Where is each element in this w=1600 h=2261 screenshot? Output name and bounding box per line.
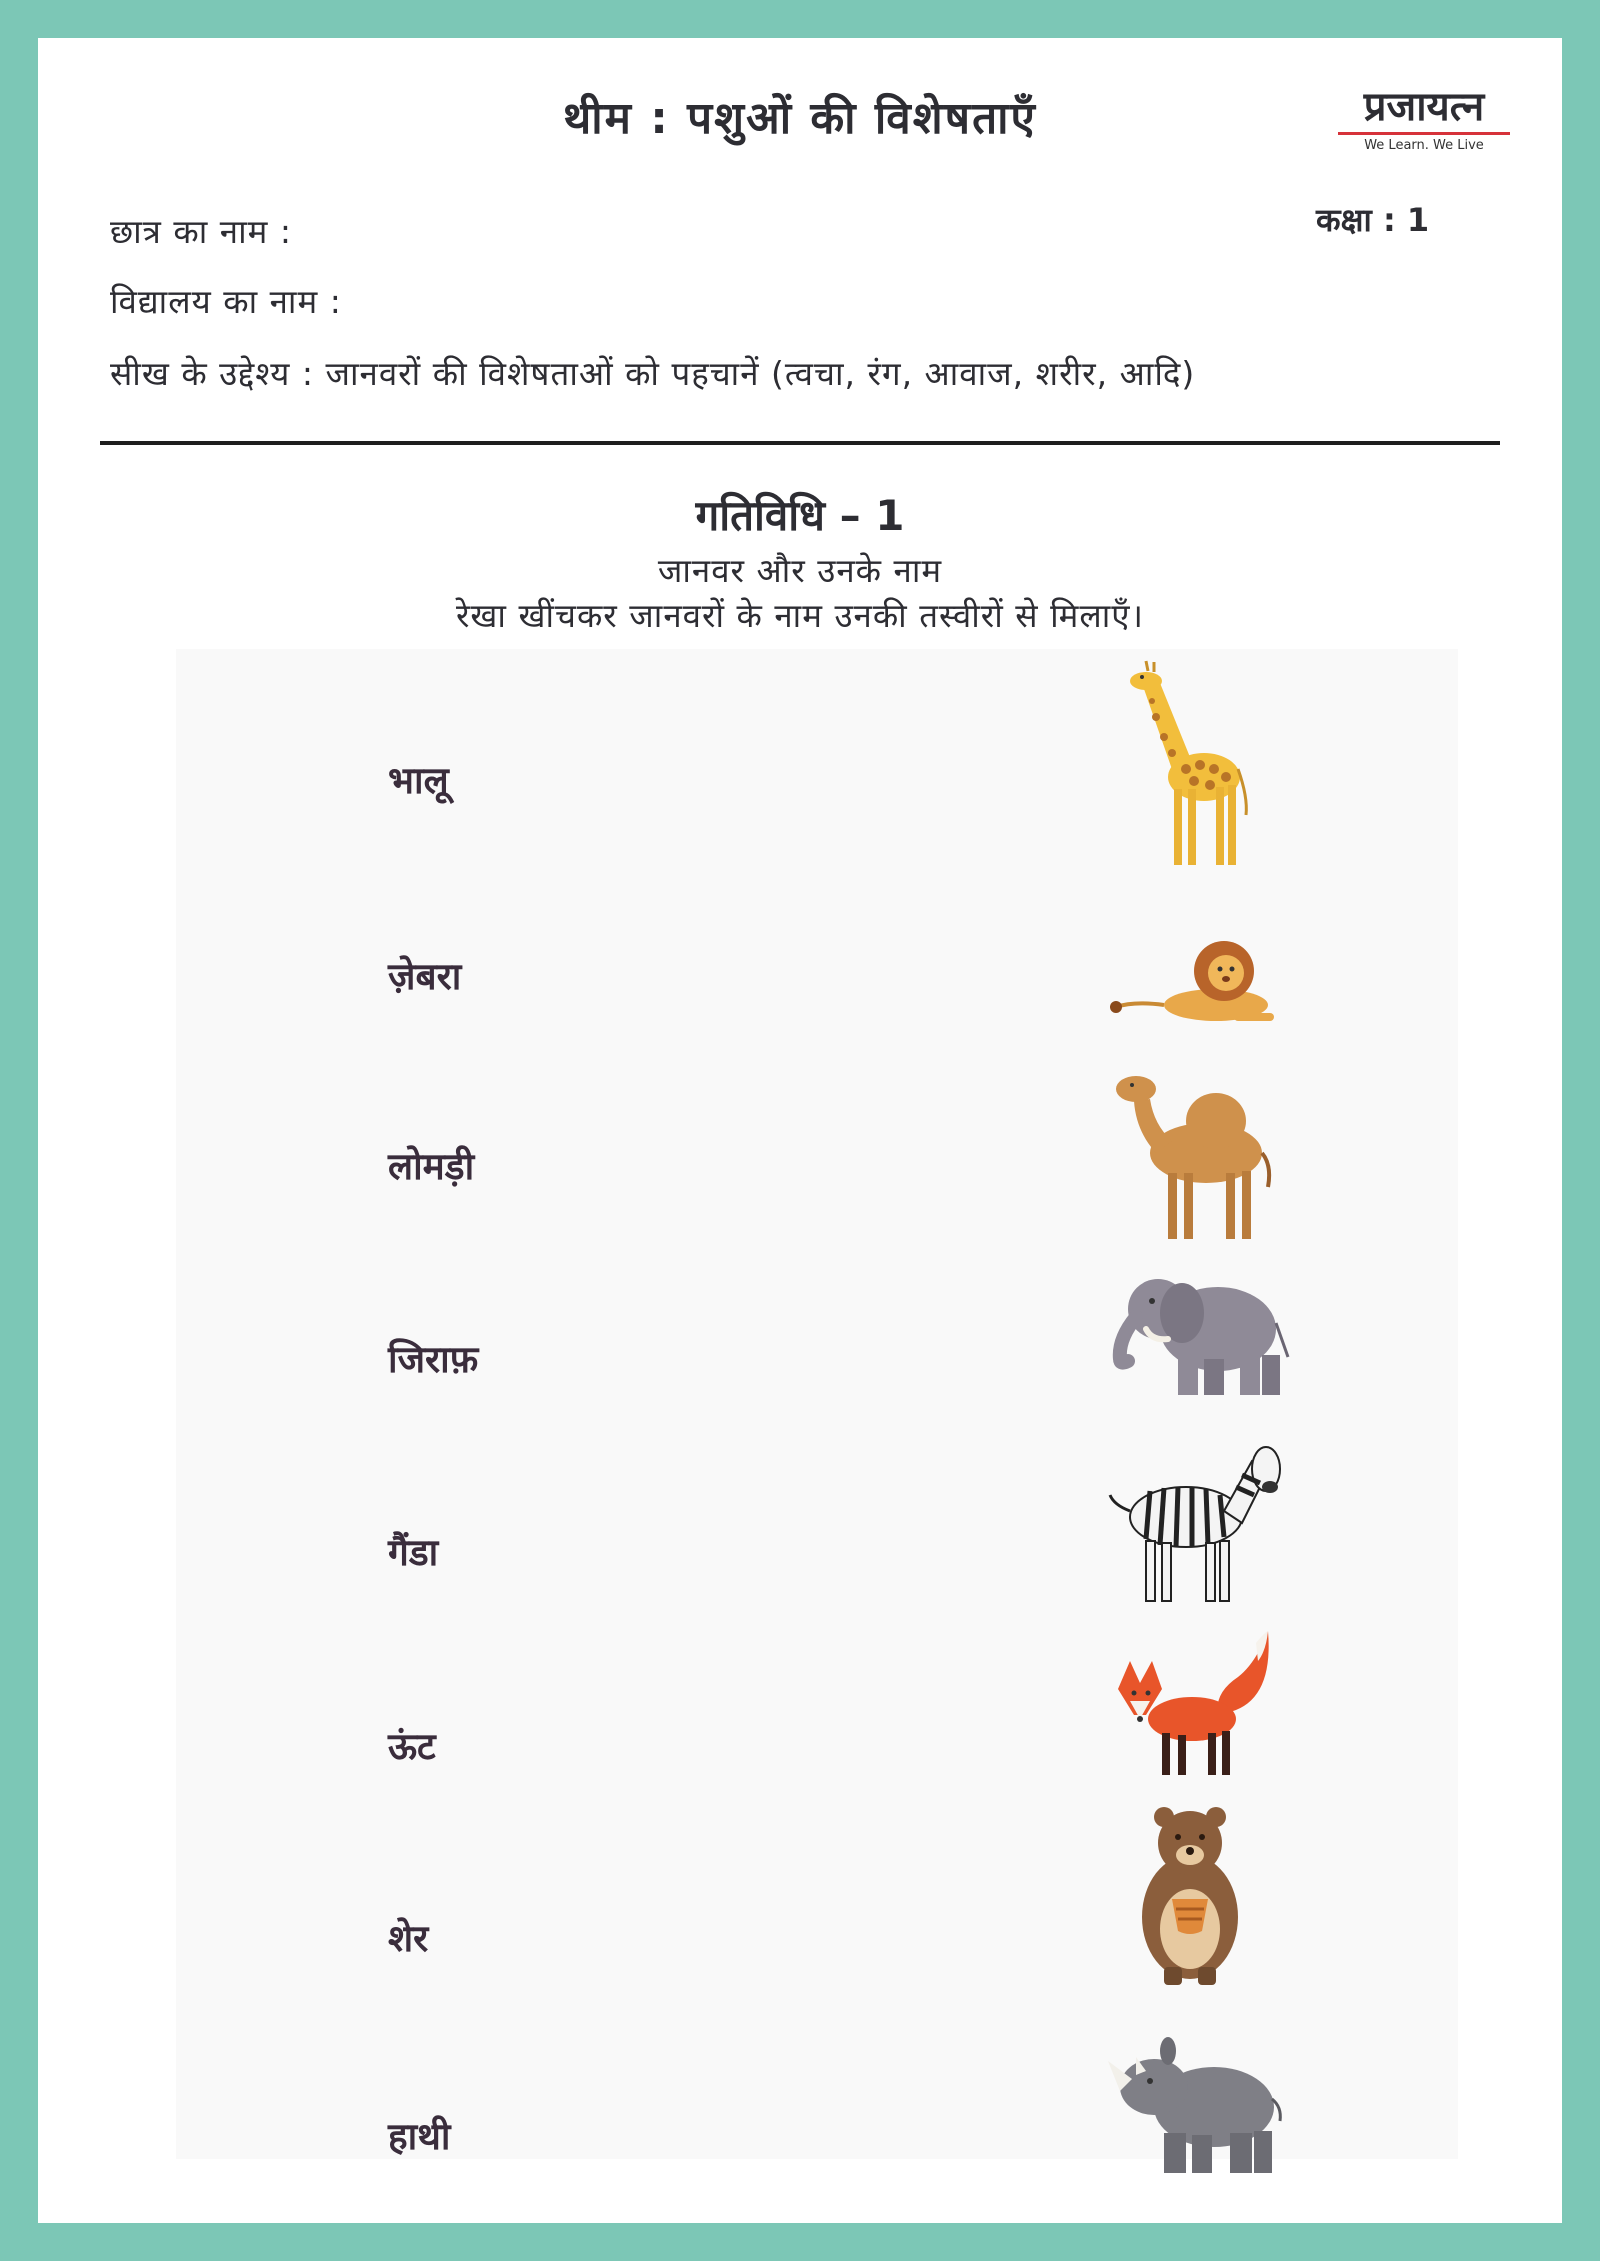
animal-name[interactable]: लोमड़ी xyxy=(388,1145,475,1188)
animal-name[interactable]: हाथी xyxy=(388,2115,451,2158)
student-name-label: छात्र का नाम : xyxy=(110,212,292,251)
animal-name[interactable]: शेर xyxy=(388,1917,429,1960)
animal-name[interactable]: ऊंट xyxy=(388,1725,436,1768)
fox-picture[interactable] xyxy=(1106,1623,1286,1783)
theme-title: थीम : पशुओं की विशेषताएँ xyxy=(563,93,1037,144)
grade-label: कक्षा : 1 xyxy=(1316,201,1430,239)
activity-instruction: रेखा खींचकर जानवरों के नाम उनकी तस्वीरों से मिलाएँ। xyxy=(455,596,1145,635)
activity-title: गतिविधि – 1 xyxy=(695,491,905,540)
rhinoceros-picture[interactable] xyxy=(1106,2021,1286,2179)
brand-logo xyxy=(1334,84,1514,153)
matching-panel xyxy=(176,649,1458,2159)
header-divider xyxy=(100,441,1500,445)
bear-picture[interactable] xyxy=(1120,1803,1260,1987)
worksheet-page xyxy=(38,38,1562,2223)
zebra-picture[interactable] xyxy=(1106,1425,1286,1607)
animal-name[interactable]: भालू xyxy=(388,759,449,802)
activity-subtitle: जानवर और उनके नाम xyxy=(657,551,943,590)
lion-picture[interactable] xyxy=(1104,933,1284,1033)
logo-underline xyxy=(1338,132,1510,135)
school-name-label: विद्यालय का नाम : xyxy=(110,282,342,321)
logo-tagline: We Learn. We Live xyxy=(1364,138,1484,153)
elephant-picture[interactable] xyxy=(1106,1261,1296,1401)
giraffe-picture[interactable] xyxy=(1116,657,1256,873)
camel-picture[interactable] xyxy=(1106,1061,1286,1245)
learning-objective: सीख के उद्देश्य : जानवरों की विशेषताओं को पहचानें (त्वचा, रंग, आवाज, शरीर, आदि) xyxy=(110,354,1196,393)
animal-name[interactable]: गैंडा xyxy=(388,1531,439,1574)
logo-text: प्रजायत्न xyxy=(1363,84,1485,130)
animal-name[interactable]: जिराफ़ xyxy=(388,1338,479,1381)
animal-name[interactable]: ज़ेबरा xyxy=(388,955,462,998)
